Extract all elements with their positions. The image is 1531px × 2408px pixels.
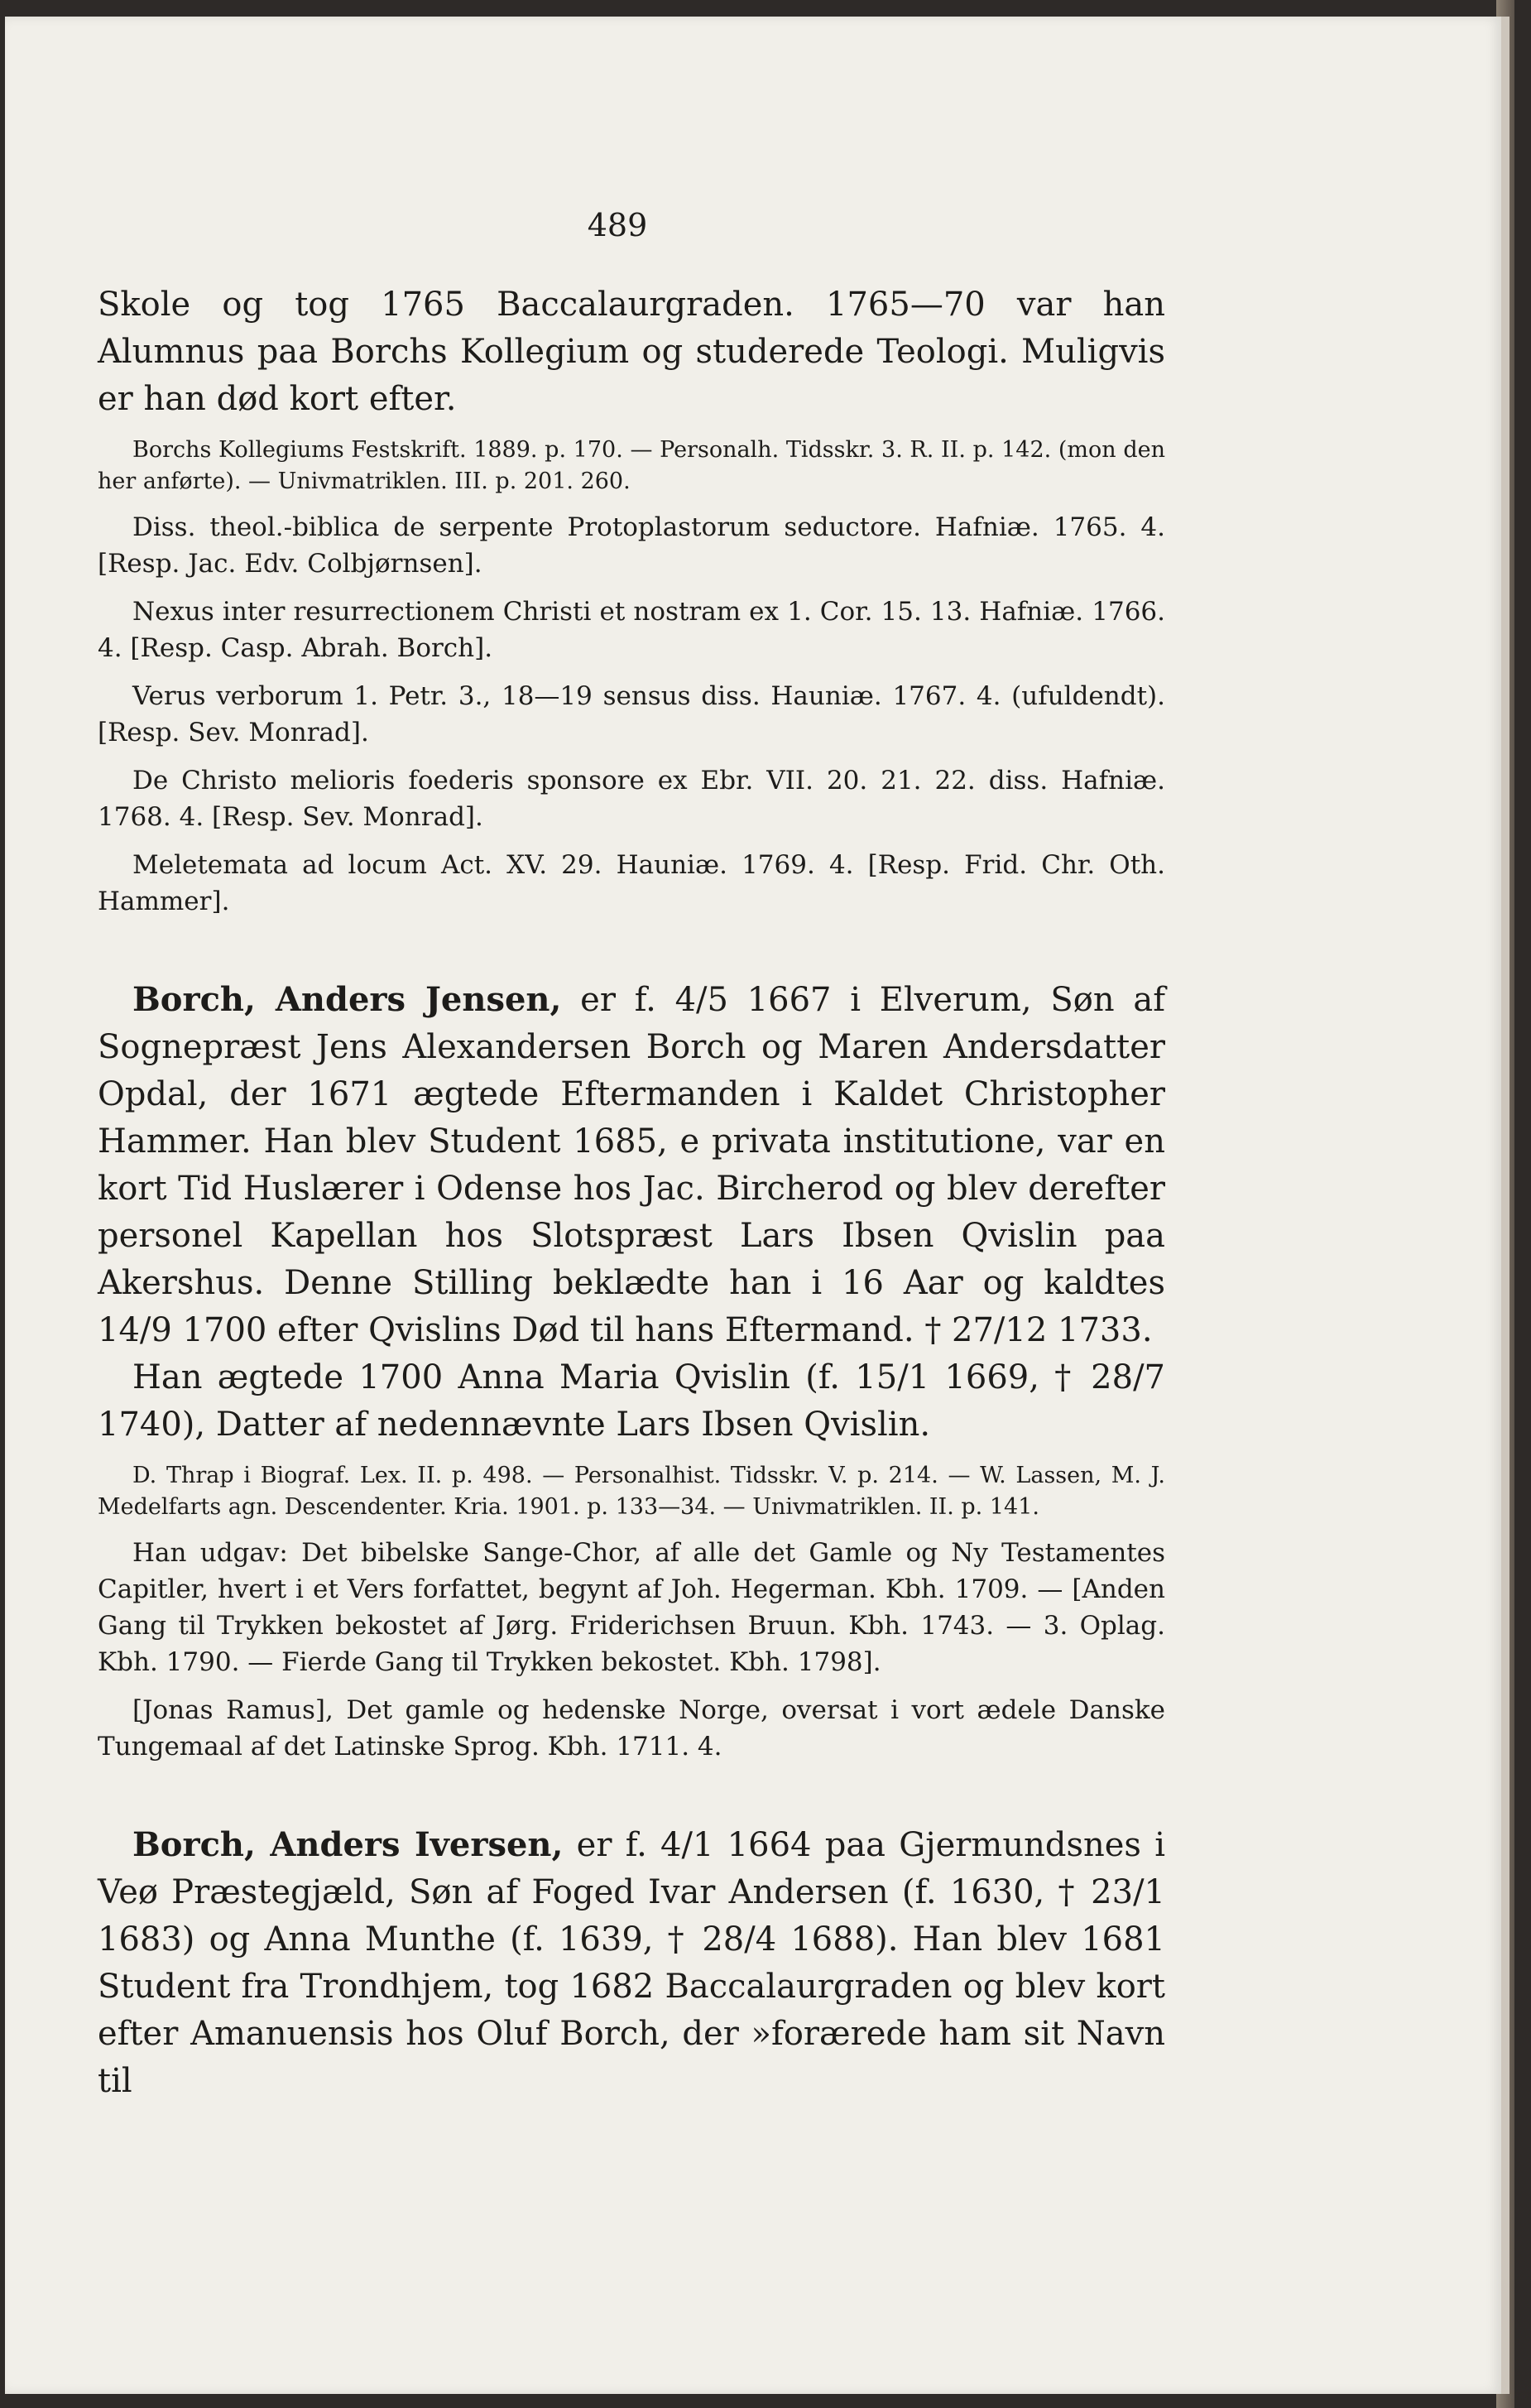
page-text: [98, 281, 1165, 2105]
biography-entry: [98, 1821, 1165, 2105]
entry-name: Borch, Anders Iversen,: [132, 1825, 564, 1864]
biography-entry: [98, 976, 1165, 1354]
reference-note: D. Thrap i Biograf. Lex. II. p. 498. — Personalhist. Tidsskr. V. p. 214. — W. Lassen, M. J. Medelfarts agn. Descendenter. Kria. 1901. p. 133—34. — Univmatriklen. II. p. 141.: [98, 1463, 1165, 1520]
bibliography-item: Nexus inter resurrectionem Christi et nostram ex 1. Cor. 15. 13. Hafniæ. 1766. 4. [Resp. Casp. Abrah. Borch].: [98, 597, 1165, 663]
bibliography-item: Han udgav: Det bibelske Sange-Chor, af alle det Gamle og Ny Testamentes Capitler, hvert i et Vers forfattet, begynt af Joh. Hegerman. Kbh. 1709. — [Anden Gang til Trykken bekostet af Jørg. Friderichsen Bruun. Kbh. 1743. — 3. Oplag. Kbh. 1790. — Fierde Gang til Trykken bekostet. Kbh. 1798].: [98, 1538, 1165, 1677]
page-number: 489: [587, 207, 648, 243]
entry-text: er f. 4/1 1664 paa Gjermundsnes i Veø Præstegjæld, Søn af Foged Ivar Andersen (f. 1630, † 23/1 1683) og Anna Munthe (f. 1639, † 28/4 1688). Han blev 1681 Student fra Trondhjem, tog 1682 Baccalaurgraden og blev kort efter Amanuensis hos Oluf Borch, der »forærede ham sit Navn til: [98, 1826, 1165, 2100]
paragraph-continuation: Skole og tog 1765 Baccalaurgraden. 1765—70 var han Alumnus paa Borchs Kollegium og studerede Teologi. Muligvis er han død kort efter.: [98, 286, 1165, 418]
book-page: [5, 17, 1509, 2394]
bibliography-item: Verus verborum 1. Petr. 3., 18—19 sensus diss. Hauniæ. 1767. 4. (ufuldendt). [Resp. Sev. Monrad].: [98, 681, 1165, 747]
entry-text: er f. 4/5 1667 i Elverum, Søn af Sognepræst Jens Alexandersen Borch og Maren Andersdatter Opdal, der 1671 ægtede Eftermanden i Kaldet Christopher Hammer. Han blev Student 1685, e privata institutione, var en kort Tid Huslærer i Odense hos Jac. Bircherod og blev derefter personel Kapellan hos Slotspræst Lars Ibsen Qvislin paa Akershus. Denne Stilling beklædte han i 16 Aar og kaldtes 14/9 1700 efter Qvislins Død til hans Eftermand. † 27/12 1733.: [98, 981, 1165, 1349]
bibliography-item: Meletemata ad locum Act. XV. 29. Hauniæ. 1769. 4. [Resp. Frid. Chr. Oth. Hammer].: [98, 850, 1165, 916]
reference-note: Borchs Kollegiums Festskrift. 1889. p. 170. — Personalh. Tidsskr. 3. R. II. p. 142. (mon den her anførte). — Univmatriklen. III. p. 201. 260.: [98, 437, 1165, 494]
bibliography-item: Diss. theol.-biblica de serpente Protoplastorum seductore. Hafniæ. 1765. 4. [Resp. Jac. Edv. Colbjørnsen].: [98, 512, 1165, 579]
bibliography-item: De Christo melioris foederis sponsore ex Ebr. VII. 20. 21. 22. diss. Hafniæ. 1768. 4. [Resp. Sev. Monrad].: [98, 766, 1165, 832]
paragraph: Han ægtede 1700 Anna Maria Qvislin (f. 15/1 1669, † 28/7 1740), Datter af nedennævnte Lars Ibsen Qvislin.: [98, 1358, 1165, 1444]
bibliography-item: [Jonas Ramus], Det gamle og hedenske Norge, oversat i vort ædele Danske Tungemaal af det Latinske Sprog. Kbh. 1711. 4.: [98, 1695, 1165, 1762]
entry-name: Borch, Anders Jensen,: [132, 980, 562, 1019]
